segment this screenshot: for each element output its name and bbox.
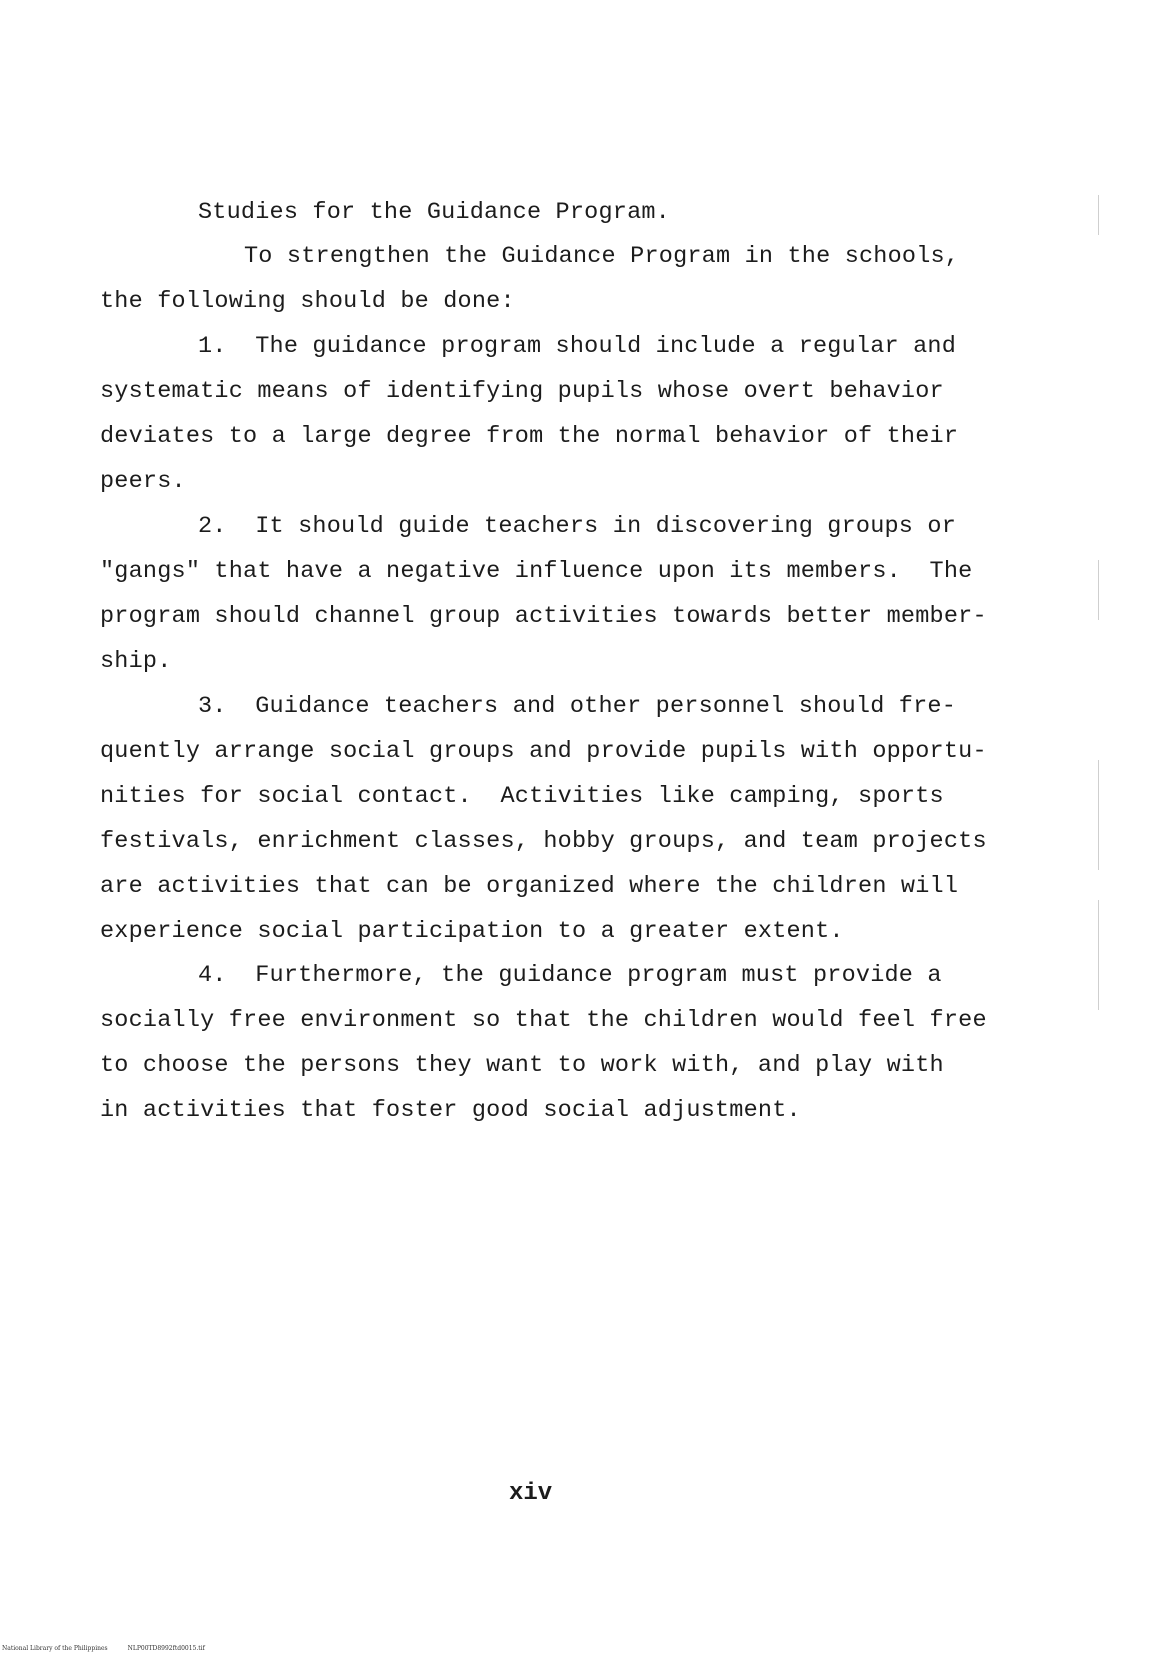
footer-file-id: NLP00TD8992ftd0015.tif: [127, 1645, 205, 1652]
item-3-line-4: festivals, enrichment classes, hobby groups, and team projects: [100, 828, 987, 855]
section-heading: Studies for the Guidance Program.: [198, 199, 670, 226]
item-1-line-2: systematic means of identifying pupils whose overt behavior: [100, 378, 944, 405]
item-4-line-4: in activities that foster good social adjustment.: [100, 1097, 801, 1124]
item-2-line-4: ship.: [100, 648, 172, 675]
item-2-line-1: 2. It should guide teachers in discovering groups or: [198, 513, 957, 540]
scan-artifact: [1098, 760, 1099, 870]
paragraph-intro-line-1: To strengthen the Guidance Program in the schools,: [244, 243, 960, 270]
item-4-line-3: to choose the persons they want to work with, and play with: [100, 1052, 944, 1079]
scan-artifact: [1098, 195, 1099, 235]
item-2-line-3: program should channel group activities towards better member-: [100, 603, 987, 630]
item-3-line-1: 3. Guidance teachers and other personnel should fre-: [198, 693, 957, 720]
item-4-line-1: 4. Furthermore, the guidance program must provide a: [198, 962, 942, 989]
item-3-line-3: nities for social contact. Activities like camping, sports: [100, 783, 944, 810]
item-2-line-2: "gangs" that have a negative influence upon its members. The: [100, 558, 973, 585]
item-1-line-4: peers.: [100, 468, 186, 495]
item-1-line-1: 1. The guidance program should include a regular and: [198, 333, 957, 360]
footer-library: National Library of the Philippines: [2, 1645, 108, 1652]
item-3-line-2: quently arrange social groups and provide pupils with opportu-: [100, 738, 987, 765]
scan-artifact: [1098, 560, 1099, 620]
item-3-line-5: are activities that can be organized where the children will: [100, 873, 959, 900]
item-3-line-6: experience social participation to a greater extent.: [100, 918, 844, 945]
item-4-line-2: socially free environment so that the children would feel free: [100, 1007, 987, 1034]
paragraph-intro-line-2: the following should be done:: [100, 288, 515, 315]
scan-artifact: [1098, 900, 1099, 1010]
item-1-line-3: deviates to a large degree from the normal behavior of their: [100, 423, 959, 450]
scan-footer: [2, 1645, 225, 1653]
page-number: xiv: [509, 1480, 553, 1507]
